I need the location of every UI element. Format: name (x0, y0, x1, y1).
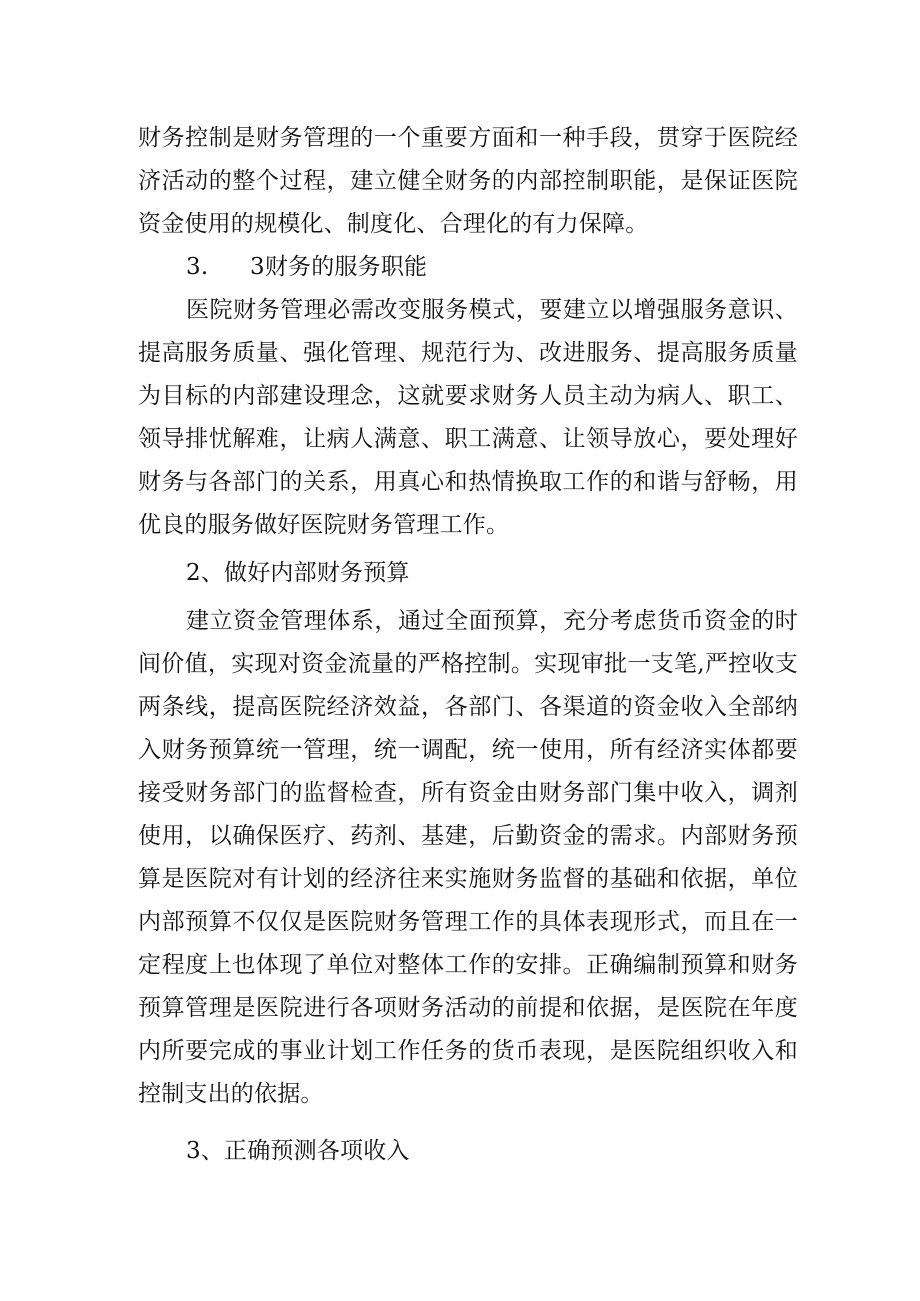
spacer (138, 1116, 798, 1130)
section-heading-number: 3. (186, 254, 209, 280)
paragraph-service-model: 医院财务管理必需改变服务模式，要建立以增强服务意识、提高服务质量、强化管理、规范行为、改进服务、提高服务质量为目标的内部建设理念，这就要求财务人员主动为病人、职工、领导排忧解难，让病人满意、职工满意、让领导放心，要处理好财务与各部门的关系，用真心和热情换取工作的和谐与舒畅，用优良的服务做好医院财务管理工作。 (138, 297, 798, 538)
section-heading-revenue-forecast: 3、正确预测各项收入 (186, 1138, 410, 1164)
paragraph-budget-system: 建立资金管理体系，通过全面预算，充分考虑货币资金的时间价值，实现对资金流量的严格控制。实现审批一支笔,严控收支两条线，提高医院经济效益，各部门、各渠道的资金收入全部纳入财务预算统一管理，统一调配，统一使用，所有经济实体都要接受财务部门的监督检查，所有资金由财务部门集中收入，调剂使用，以确保医疗、药剂、基建，后勤资金的需求。内部财务预算是医院对有计划的经济往来实施财务监督的基础和依据，单位内部预算不仅仅是医院财务管理工作的具体表现形式，而且在一定程度上也体现了单位对整体工作的安排。正确编制预算和财务预算管理是医院进行各项财务活动的前提和依据，是医院在年度内所要完成的事业计划工作任务的货币表现，是医院组织收入和控制支出的依据。 (138, 608, 798, 1107)
document-body (138, 117, 798, 1173)
section-heading-internal-budget: 2、做好内部财务预算 (186, 560, 410, 586)
section-heading-service-function (138, 246, 798, 289)
paragraph-financial-control: 财务控制是财务管理的一个重要方面和一种手段，贯穿于医院经济活动的整个过程，建立健全财务的内部控制职能，是保证医院资金使用的规模化、制度化、合理化的有力保障。 (138, 125, 798, 237)
section-heading-text: 3财务的服务职能 (250, 254, 428, 280)
